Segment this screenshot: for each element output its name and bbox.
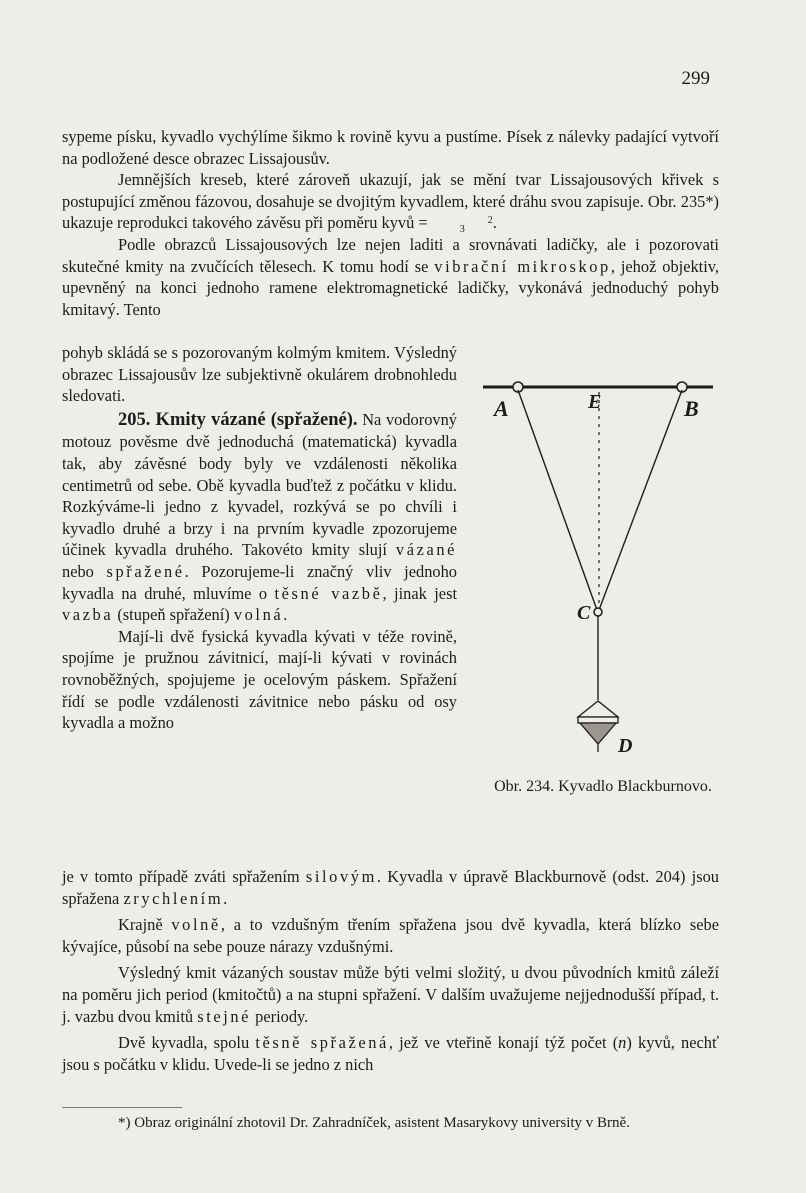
string-ac [518,390,597,610]
label-e: E [588,391,602,413]
paragraph-two-pendulums: Dvě kyvadla, spolu těsně spřažená, jež ve vteřině konají týž počet (n) kyvů, nechť jsou s počátku v klidu. Uvede-li se jedno z nich [62,1032,719,1075]
figure-caption: Obr. 234. Kyvadlo Blackburnovo. [494,778,712,795]
figure-blackburn-pendulum [468,372,738,832]
paragraph-sand: sypeme písku, kyvadlo vychýlíme šikmo k rovině kyvu a pustíme. Písek z nálevky padající vytvoří na podložené desce obrazec Lissajousův. [62,127,719,168]
paragraph-physical-pendulum-end: je v tomto případě zváti spřažením silovým. Kyvadla v úpravě Blackburnově (odst. 204) jsou spřažena zrychlením. [62,867,719,909]
label-d: D [618,735,633,757]
paragraph-microscope-cont: pohyb skládá se s pozorovaným kolmým kmitem. Výsledný obrazec Lissajousův lze subjektivně okulárem drobnohledu sledovati. [62,343,457,406]
page-number: 299 [681,68,710,89]
paragraph-microscope: Podle obrazců Lissajousových lze nejen laditi a srovnávati ladičky, ale i pozorovati skutečné kmity na zvučících tělesech. K tomu hodí se vibrační mikroskop, jehož objektiv, upevněný na konci jednoho ramene elektromagnetické ladičky, vykonává jednoduchý pohyb kmitavý. Tento [62,234,720,319]
narrow-text [62,342,457,734]
string-bc [599,390,682,610]
footnote-divider [62,1107,182,1108]
emphasis-term: vibrační mikroskop [434,256,611,276]
funnel-rim [578,717,618,723]
intro-text [62,126,719,320]
paragraph-air-coupling: Krajně volně, a to vzdušným třením spřažena jsou dvě kyvadla, která blízko sebe kývajíce, působí na sebe pouze nárazy vzdušnými. [62,914,719,957]
label-b: B [684,396,699,421]
funnel-body [580,723,616,744]
ratio-fraction: 2 3 [459,214,493,235]
footnote-text: *) Obraz originální zhotovil Dr. Zahradníček, asistent Masarykovy university v Brně. [118,1115,630,1131]
paragraph-physical-pendulum: Mají-li dvě fysická kyvadla kývati v téže rovině, spojíme je pružnou závitnicí, mají-li kývati v rovinách rovnoběžných, spojujeme je ocelovým páskem. Spřažení řídí se podle vzdálenosti závitnice nebo pásku od osy kyvadla a možno [62,626,457,733]
junction-c [594,608,602,616]
pendulum-diagram [468,372,738,772]
section-205: 205. Kmity vázané (spřažené). Na vodorovný motouz pověsme dvě jednoduchá (matematická) kyvadla tak, aby závěsné body byly ve vzdálenosti několika centimetrů od sebe. Obě kyvadla buďtež z počátku v klidu. Rozkýváme-li jedno z kyvadel, rozkývá se po chvíli i kyvadlo druhé a brzy i na prvním kyvadle zpozorujeme účinek kyvadla druhého. Takovéto kmity slují vázané nebo spřažené. Pozorujeme-li značný vliv jednoho kyvadla na druhé, mluvíme o těsné vazbě, jinak jest vazba (stupeň spřažení) volná. [62,409,458,625]
paragraph-double-pendulum: Jemnějších kreseb, které zároveň ukazují, jak se mění tvar Lissajousových křivek s postupující změnou fázovou, dosahuje se dvojitým kyvadlem, které dráhu svou zapisuje. Obr. 235*) ukazuje reprodukci takového závěsu při poměru kyvů = 2 3 . [62,170,719,235]
paragraph-resulting-oscillation: Výsledný kmit vázaných soustav může býti velmi složitý, u dvou původních kmitů záleží na poměru jich period (kmitočtů) a na stupni spřažení. V dalším uvažujeme nejjednodušší případ, t. j. vazbu dvou kmitů stejné periody. [62,962,719,1027]
section-heading: 205. Kmity vázané (spřažené). [118,409,358,430]
bottom-text [62,866,719,1080]
label-c: C [577,602,591,624]
funnel-hanger [578,701,618,717]
label-a: A [494,396,509,421]
footnote [62,1113,719,1134]
ratio-equals: = [418,213,428,233]
